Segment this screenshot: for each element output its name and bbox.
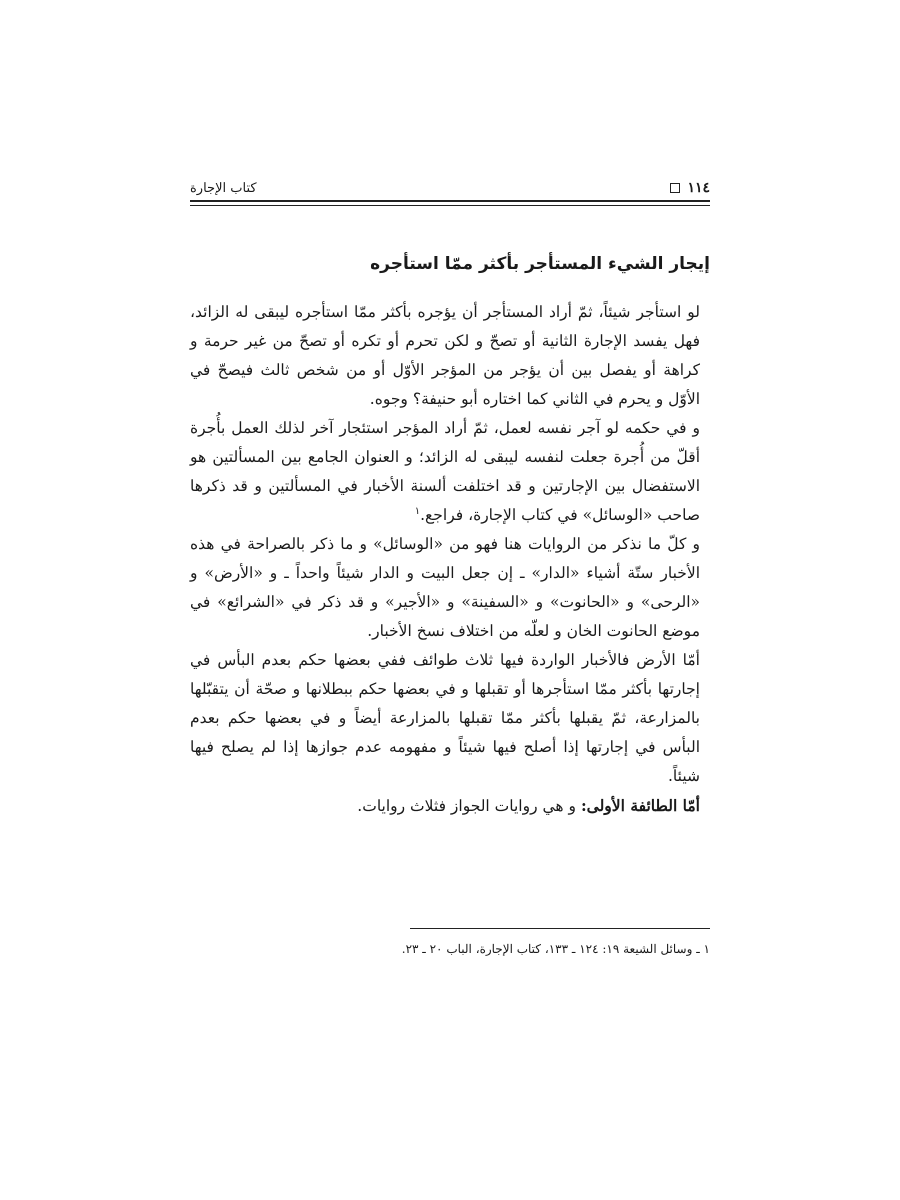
paragraph-1: لو استأجر شيئاً، ثمّ أراد المستأجر أن يؤجره بأكثر ممّا استأجره ليبقى له الزائد، فهل يفسد الإجارة الثانية أو تصحّ و لكن تحرم أو تكره أو تصحّ من غير حرمة و كراهة أو يفصل بين أن يؤجر من المؤجر الأوّل أو من شخص ثالث فيصحّ في الأوّل و يحرم في الثاني كما اختاره أبو حنيفة؟ وجوه.: [190, 303, 700, 408]
header-divider: [190, 200, 710, 206]
paragraph-2-text: و في حكمه لو آجر نفسه لعمل، ثمّ أراد المؤجر استئجار آخر لذلك العمل بأُجرة أقلّ من أُجرة جعلت لنفسه ليبقى له الزائد؛ و العنوان الجامع بين المسألتين هو الاستفضال بين الإجارتين و قد اختلفت ألسنة الأخبار في المسألتين و قد ذكرها صاحب «الوسائل» في كتاب الإجارة، فراجع.: [190, 419, 700, 524]
book-page: [190, 170, 710, 1070]
section-heading: إيجار الشيء المستأجر بأكثر ممّا استأجره: [370, 254, 710, 274]
footnote: ١ ـ وسائل الشيعة ١٩: ١٢٤ ـ ١٣٣، كتاب الإجارة، الباب ٢٠ ـ ٢٣.: [401, 942, 710, 956]
paragraph-5-text: و هي روايات الجواز فثلاث روايات.: [357, 797, 581, 815]
body-text: [190, 298, 710, 821]
running-header: [190, 176, 710, 200]
paragraph-5-bold-lead: أمّا الطائفة الأولى:: [580, 796, 700, 815]
header-book-title: كتاب الإجارة: [190, 180, 257, 196]
paragraph-5: [190, 791, 710, 821]
footnote-divider: [410, 928, 710, 929]
paragraph-4: أمّا الأرض فالأخبار الواردة فيها ثلاث طوائف ففي بعضها حكم بعدم البأس في إجارتها بأكثر ممّا استأجرها أو تقبلها و في بعضها حكم ببطلانها و صحّة أن يتقبّلها بالمزارعة، ثمّ يقبلها بأكثر ممّا تقبلها بالمزارعة أيضاً و في بعضها حكم بعدم البأس في إجارتها إذا أصلح فيها شيئاً و مفهومه عدم جوازها إذا لم يصلح فيها شيئاً.: [190, 651, 700, 785]
paragraph-2: [190, 414, 710, 530]
footnote-reference: ١: [414, 505, 421, 517]
page-number-group: [670, 180, 710, 196]
page-number: ١١٤: [687, 180, 710, 196]
paragraph-3: و كلّ ما نذكر من الروايات هنا فهو من «الوسائل» و ما ذكر بالصراحة في هذه الأخبار ستّة أشياء «الدار» ـ إن جعل البيت و الدار شيئاً واحداً ـ و «الأرض» و «الرحى» و «الحانوت» و «السفينة» و «الأجير» و قد ذكر في «الشرائع» في موضع الحانوت الخان و لعلّه من اختلاف نسخ الأخبار.: [190, 535, 700, 640]
square-icon: [670, 183, 680, 193]
